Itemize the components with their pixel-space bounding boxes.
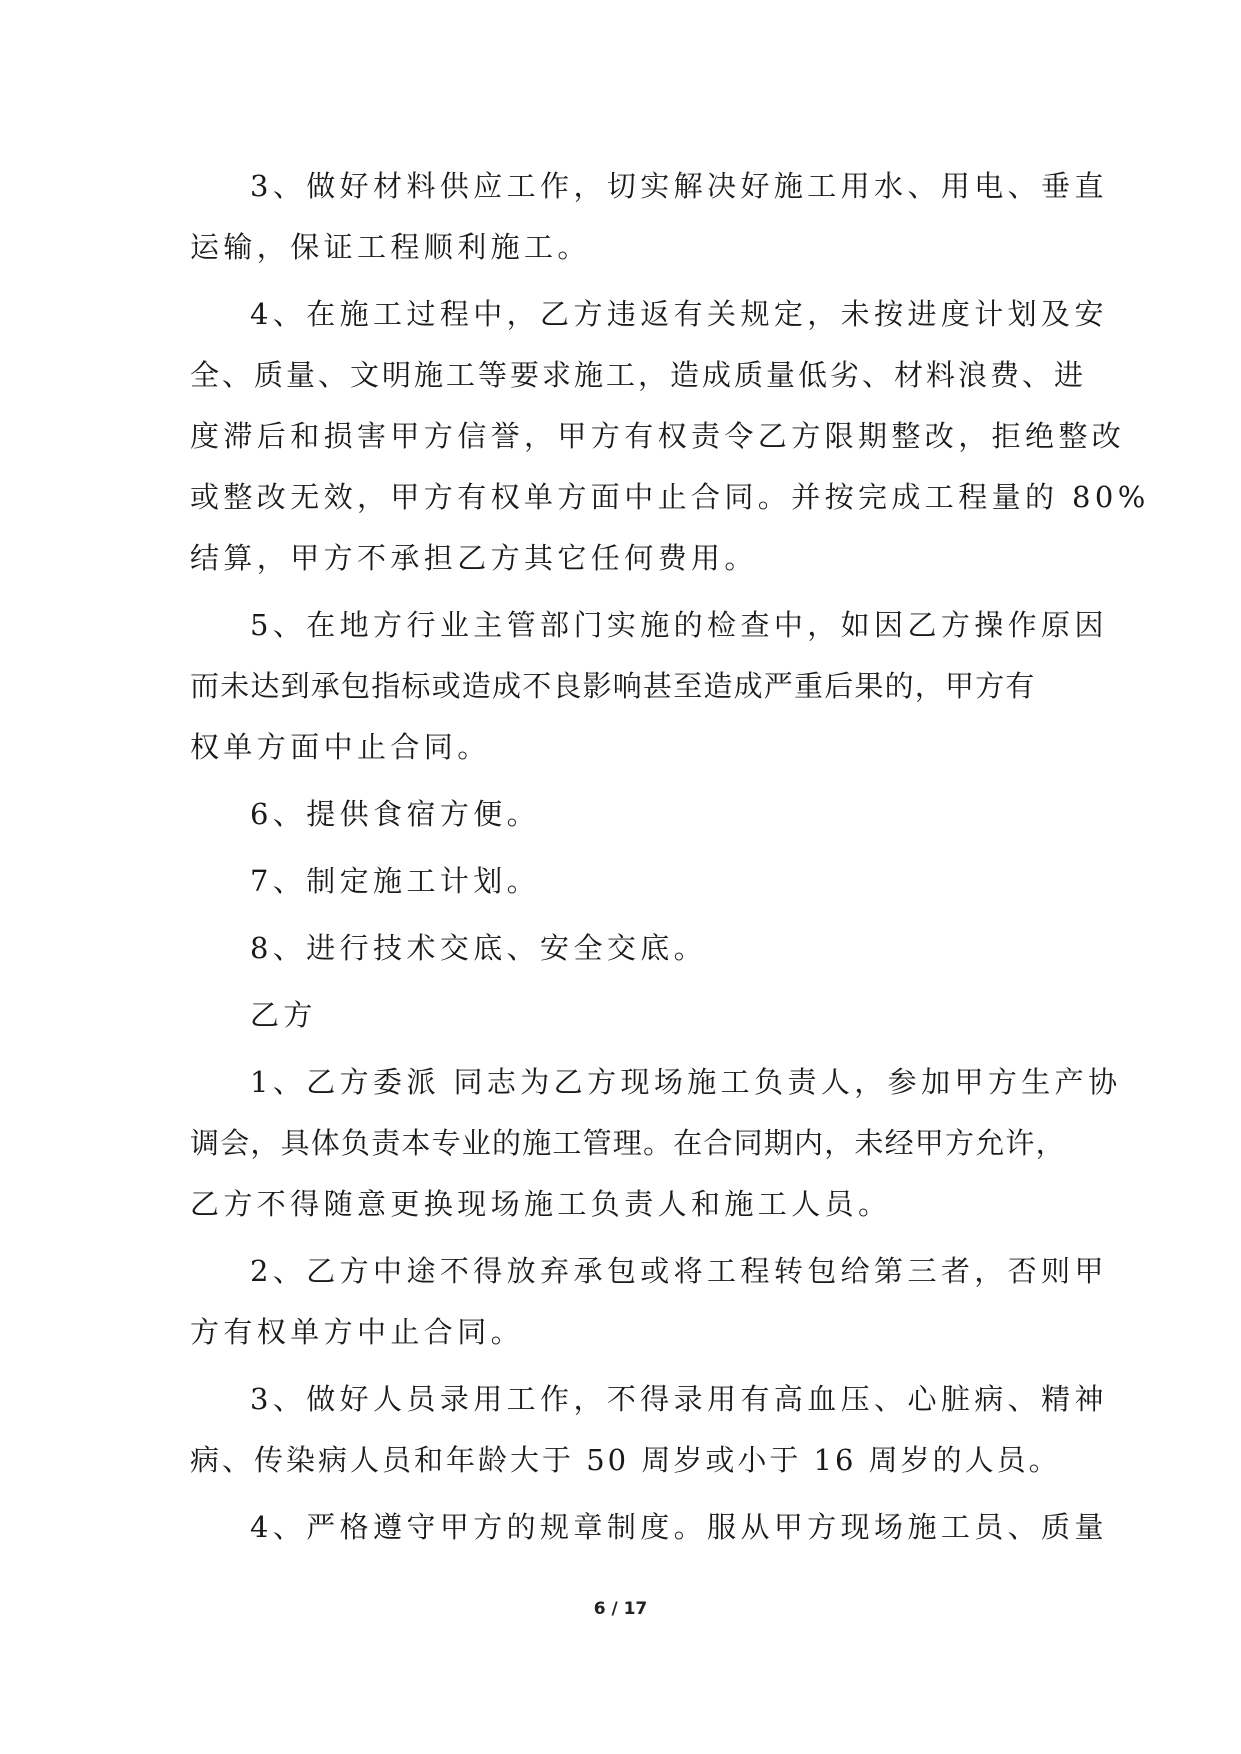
paragraph (190, 156, 1108, 278)
text-line: 或整改无效，甲方有权单方面中止合同。并按完成工程量的 80% (190, 480, 1150, 514)
text-line: 而未达到承包指标或造成不良影响甚至造成严重后果的，甲方有 (190, 669, 1036, 703)
paragraph (190, 918, 1060, 979)
paragraph (190, 1369, 1108, 1491)
text-line: 3、做好材料供应工作，切实解决好施工用水、用电、垂直 (250, 169, 1108, 203)
paragraph (190, 1497, 1108, 1558)
paragraph (190, 1241, 1108, 1363)
text-line: 1、乙方委派 同志为乙方现场施工负责人，参加甲方生产协 (250, 1065, 1122, 1099)
text-line: 5、在地方行业主管部门实施的检查中，如因乙方操作原因 (250, 608, 1108, 642)
text-line: 2、乙方中途不得放弃承包或将工程转包给第三者，否则甲 (250, 1254, 1108, 1288)
text-line: 6、提供食宿方便。 (250, 797, 541, 831)
paragraph (190, 784, 1060, 845)
text-line: 4、在施工过程中，乙方违返有关规定，未按进度计划及安 (250, 297, 1108, 331)
text-line: 全、质量、文明施工等要求施工，造成质量低劣、材料浪费、进 (190, 358, 1087, 392)
paragraph (190, 1052, 1122, 1235)
text-line: 8、进行技术交底、安全交底。 (250, 931, 708, 965)
text-line: 结算，甲方不承担乙方其它任何费用。 (190, 541, 758, 575)
text-line: 3、做好人员录用工作，不得录用有高血压、心脏病、精神 (250, 1382, 1108, 1416)
text-line: 调会，具体负责本专业的施工管理。在合同期内，未经甲方允许， (190, 1126, 1066, 1160)
page-number: 6 / 17 (593, 1599, 648, 1619)
text-line: 病、传染病人员和年龄大于 50 周岁或小于 16 周岁的人员。 (190, 1443, 1061, 1477)
text-line: 度滞后和损害甲方信誉，甲方有权责令乙方限期整改，拒绝整改 (190, 419, 1126, 453)
text-line: 7、制定施工计划。 (250, 864, 541, 898)
text-line: 运输，保证工程顺利施工。 (190, 230, 591, 264)
document-body (190, 156, 1150, 1564)
paragraph (190, 851, 1060, 912)
section-heading: 乙方 (250, 998, 317, 1032)
text-line: 4、严格遵守甲方的规章制度。服从甲方现场施工员、质量 (250, 1510, 1108, 1544)
paragraph (190, 284, 1150, 589)
paragraph (190, 595, 1108, 778)
text-line: 权单方面中止合同。 (190, 730, 491, 764)
text-line: 乙方不得随意更换现场施工负责人和施工人员。 (190, 1187, 892, 1221)
text-line: 方有权单方中止合同。 (190, 1315, 525, 1349)
paragraph (190, 985, 1060, 1046)
